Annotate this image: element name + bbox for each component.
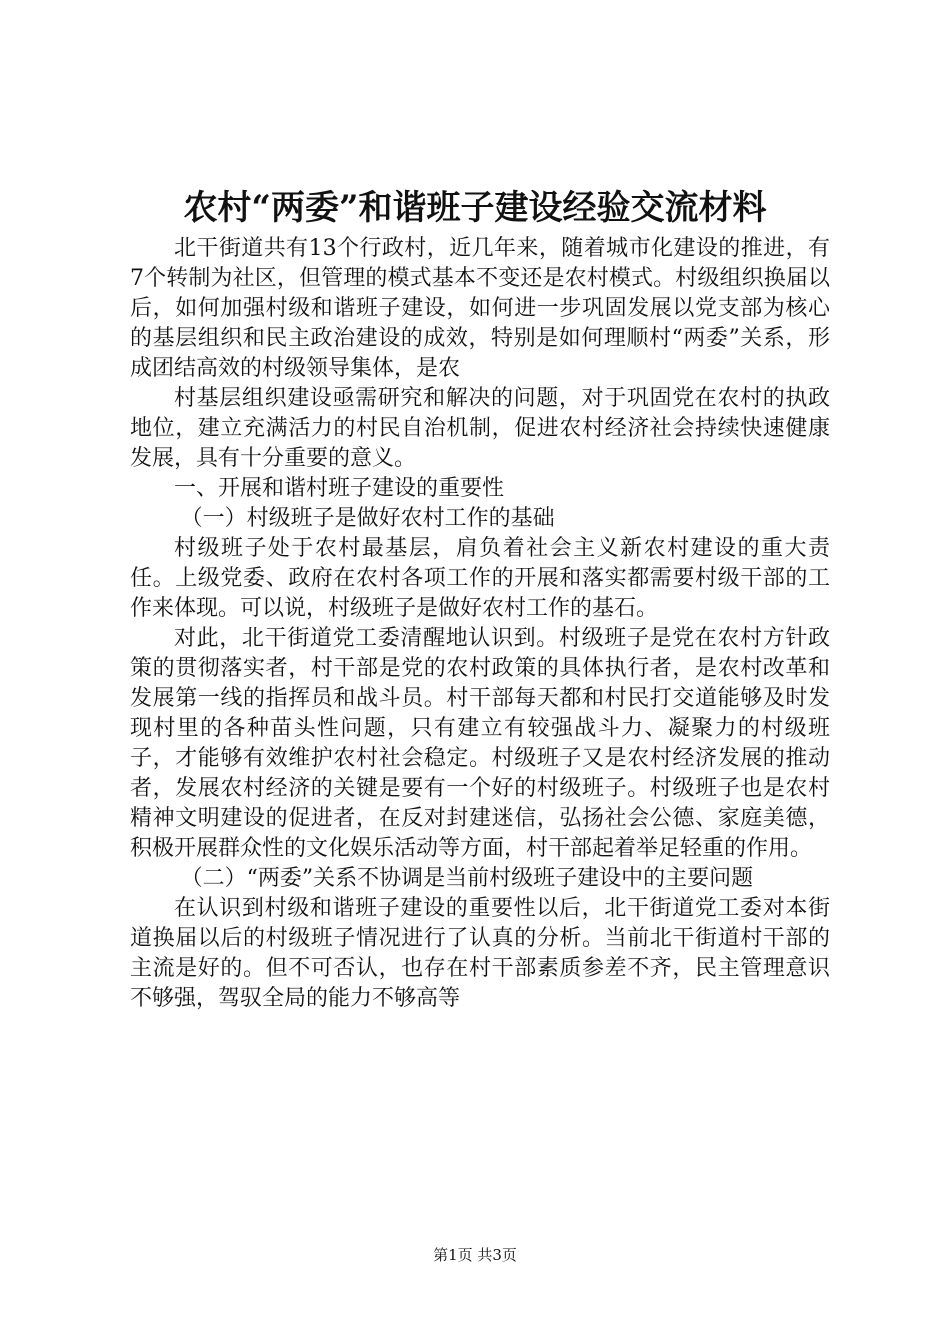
document-body — [130, 234, 830, 1014]
subsection-heading-1: （一）村级班子是做好农村工作的基础 — [180, 506, 555, 531]
paragraph-analysis: 在认识到村级和谐班子建设的重要性以后，北干街道党工委对本街道换届以后的村级班子情况进行了认真的分析。当前北干街道村干部的主流是好的。但不可否认，也存在村干部素质参差不齐，民主管理意识不够强，驾驭全局的能力不够高等 — [130, 896, 830, 1011]
document-title: 农村“两委”和谐班子建设经验交流材料 — [183, 188, 767, 228]
paragraph-intro-continued: 村基层组织建设亟需研究和解决的问题，对于巩固党在农村的执政地位，建立充满活力的村民自治机制，促进农村经济社会持续快速健康发展，具有十分重要的意义。 — [130, 386, 830, 471]
paragraph-intro: 北干街道共有13个行政村，近几年来，随着城市化建设的推进，有7个转制为社区，但管理的模式基本不变还是农村模式。村级组织换届以后，如何加强村级和谐班子建设，如何进一步巩固发展以党支部为核心的基层组织和民主政治建设的成效，特别是如何理顺村“两委”关系，形成团结高效的村级领导集体，是农 — [130, 236, 830, 381]
section-heading-1: 一、开展和谐村班子建设的重要性 — [174, 476, 505, 501]
paragraph-foundation: 村级班子处于农村最基层，肩负着社会主义新农村建设的重大责任。上级党委、政府在农村各项工作的开展和落实都需要村级干部的工作来体现。可以说，村级班子是做好农村工作的基石。 — [130, 536, 830, 621]
paragraph-recognition: 对此，北干街道党工委清醒地认识到。村级班子是党在农村方针政策的贯彻落实者，村干部是党的农村政策的具体执行者，是农村改革和发展第一线的指挥员和战斗员。村干部每天都和村民打交道能够及时发现村里的各种苗头性问题，只有建立有较强战斗力、凝聚力的村级班子，才能够有效维护农村社会稳定。村级班子又是农村经济发展的推动者，发展农村经济的关键是要有一个好的村级班子。村级班子也是农村精神文明建设的促进者，在反对封建迷信，弘扬社会公德、家庭美德，积极开展群众性的文化娱乐活动等方面，村干部起着举足轻重的作用。 — [130, 626, 830, 861]
subsection-heading-2: （二）“两委”关系不协调是当前村级班子建设中的主要问题 — [180, 866, 754, 891]
page-number-footer: 第1页 共3页 — [433, 1246, 517, 1264]
